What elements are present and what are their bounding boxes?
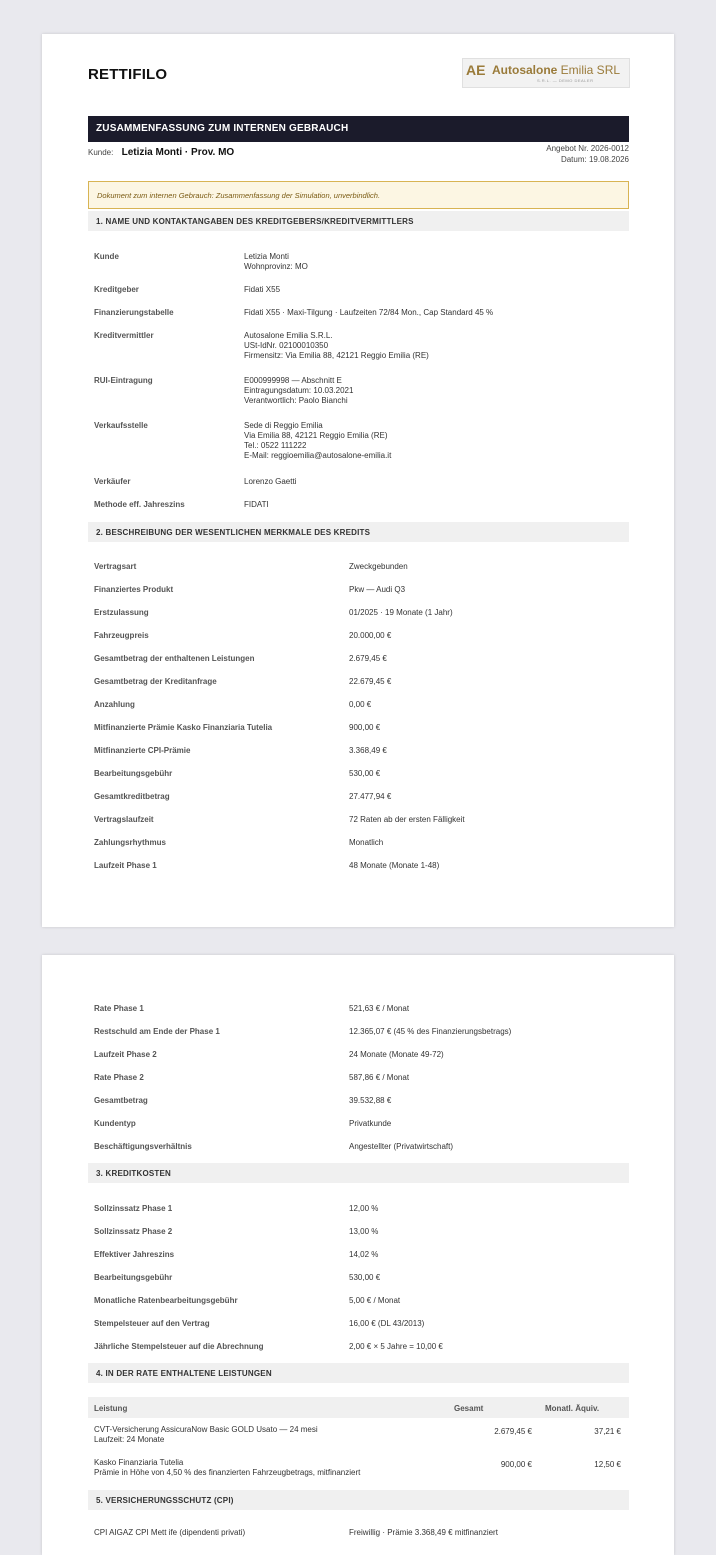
section-3-title: 3. KREDITKOSTEN [96, 1169, 172, 1178]
section-5-header [88, 1490, 629, 1510]
row-label: Gesamtbetrag [94, 1096, 148, 1105]
row-value: Angestellter (Privatwirtschaft) [349, 1142, 454, 1151]
row-label: Gesamtbetrag der enthaltenen Leistungen [94, 654, 255, 663]
row-label: Rate Phase 1 [94, 1004, 144, 1013]
notice-box [88, 181, 629, 209]
row-value: Lorenzo Gaetti [244, 477, 297, 486]
row-label: Finanzierungstabelle [94, 308, 174, 317]
row-label: Bearbeitungsgebühr [94, 769, 173, 778]
row-label: Restschuld am Ende der Phase 1 [94, 1027, 220, 1036]
row-label: Vertragslaufzeit [94, 815, 154, 824]
row-label: Effektiver Jahreszins [94, 1250, 175, 1259]
row-value: 587,86 € / Monat [349, 1073, 410, 1082]
row-value: 48 Monate (Monate 1-48) [349, 861, 440, 870]
row-value: 24 Monate (Monate 49-72) [349, 1050, 444, 1059]
summary-banner-text: ZUSAMMENFASSUNG ZUM INTERNEN GEBRAUCH [96, 123, 349, 134]
customer-value: Letizia Monti · Prov. MO [121, 147, 235, 158]
service-monthly: 37,21 € [594, 1427, 621, 1436]
column-header-service: Leistung [94, 1404, 128, 1413]
logo-mark: AE [466, 62, 486, 78]
row-value: 530,00 € [349, 769, 381, 778]
row-value: Fidati X55 [244, 285, 281, 294]
row-label: Kreditgeber [94, 285, 139, 294]
service-total: 2.679,45 € [494, 1427, 532, 1436]
row-label: Methode eff. Jahreszins [94, 500, 185, 509]
row-value: 12,00 % [349, 1204, 379, 1213]
row-label: Verkaufsstelle [94, 421, 148, 430]
row-value: 13,00 % [349, 1227, 379, 1236]
row-value: 530,00 € [349, 1273, 381, 1282]
row-value: 2,00 € × 5 Jahre = 10,00 € [349, 1342, 443, 1351]
row-value: E000999998 — Abschnitt E Eintragungsdatum: 10.03.2021 Verantwortlich: Paolo Bianchi [244, 376, 354, 405]
row-label: Finanziertes Produkt [94, 585, 174, 594]
summary-banner [88, 116, 629, 142]
section-5-title: 5. VERSICHERUNGSSCHUTZ (CPI) [96, 1496, 234, 1505]
row-label: Rate Phase 2 [94, 1073, 144, 1082]
notice-text: Dokument zum internen Gebrauch: Zusammenfassung der Simulation, unverbindlich. [97, 191, 381, 200]
row-label: Laufzeit Phase 1 [94, 861, 157, 870]
row-label: Vertragsart [94, 562, 137, 571]
row-label: Kundentyp [94, 1119, 136, 1128]
row-value: 20.000,00 € [349, 631, 392, 640]
row-label: Gesamtbetrag der Kreditanfrage [94, 677, 217, 686]
row-label: Stempelsteuer auf den Vertrag [94, 1319, 210, 1328]
brand-title: RETTIFILO [88, 66, 168, 83]
row-value: Zweckgebunden [349, 562, 408, 571]
row-value: 22.679,45 € [349, 677, 392, 686]
offer-number: Angebot Nr. 2026-0012 [546, 144, 629, 153]
row-label: Verkäufer [94, 477, 131, 486]
column-header-monthly: Monatl. Äquiv. [545, 1404, 600, 1413]
row-value: 12.365,07 € (45 % des Finanzierungsbetrags) [349, 1027, 512, 1036]
row-label: Beschäftigungsverhältnis [94, 1142, 192, 1151]
section-2-title: 2. BESCHREIBUNG DER WESENTLICHEN MERKMALE DES KREDITS [96, 528, 371, 537]
row-label: Kreditvermittler [94, 331, 154, 340]
row-value: Sede di Reggio Emilia Via Emilia 88, 42121 Reggio Emilia (RE) Tel.: 0522 111222 E-Mail: reggioemilia@autosalone-emilia.it [244, 421, 392, 460]
row-value: Pkw — Audi Q3 [349, 585, 406, 594]
row-value: Freiwillig · Prämie 3.368,49 € mitfinanziert [349, 1528, 498, 1537]
document-page-2 [42, 955, 674, 1555]
row-label: Sollzinssatz Phase 2 [94, 1227, 173, 1236]
row-value: FIDATI [244, 500, 269, 509]
row-label: Mitfinanzierte CPI-Prämie [94, 746, 191, 755]
row-label: Gesamtkreditbetrag [94, 792, 170, 801]
section-4-header [88, 1363, 629, 1383]
row-value: 0,00 € [349, 700, 372, 709]
offer-date: Datum: 19.08.2026 [560, 155, 629, 164]
section-2-header [88, 522, 629, 542]
service-name: CVT-Versicherung AssicuraNow Basic GOLD Usato — 24 mesi Laufzeit: 24 Monate [94, 1425, 318, 1444]
row-value: 27.477,94 € [349, 792, 392, 801]
section-1-header [88, 211, 629, 231]
row-value: 01/2025 · 19 Monate (1 Jahr) [349, 608, 453, 617]
row-label: Jährliche Stempelsteuer auf die Abrechnung [94, 1342, 264, 1351]
row-value: Monatlich [349, 838, 384, 847]
service-name: Kasko Finanziaria Tutelia Prämie in Höhe von 4,50 % des finanzierten Fahrzeugbetrags, mitfinanziert [94, 1458, 361, 1477]
row-label: CPI AIGAZ CPI Mett ife (dipendenti privati) [94, 1528, 246, 1537]
service-monthly: 12,50 € [594, 1460, 621, 1469]
row-label: Erstzulassung [94, 608, 149, 617]
row-value: Fidati X55 · Maxi-Tilgung · Laufzeiten 72/84 Mon., Cap Standard 45 % [244, 308, 494, 317]
row-label: Fahrzeugpreis [94, 631, 149, 640]
email-link[interactable]: E-Mail: reggioemilia@autosalone-emilia.it [244, 451, 392, 460]
row-label: Kunde [94, 252, 119, 261]
row-value: 2.679,45 € [349, 654, 387, 663]
logo-subtitle: S.R.L. — DEMO DEALER [537, 78, 594, 83]
section-3-header [88, 1163, 629, 1183]
row-label: Mitfinanzierte Prämie Kasko Finanziaria Tutelia [94, 723, 273, 732]
row-label: Sollzinssatz Phase 1 [94, 1204, 173, 1213]
row-value: 72 Raten ab der ersten Fälligkeit [349, 815, 465, 824]
row-value: 16,00 € (DL 43/2013) [349, 1319, 425, 1328]
row-value: Autosalone Emilia S.R.L. USt-IdNr. 02100010350 Firmensitz: Via Emilia 88, 42121 Reggio Emilia (RE) [244, 331, 429, 360]
row-value: 14,02 % [349, 1250, 379, 1259]
row-value: 5,00 € / Monat [349, 1296, 401, 1305]
offer-info [546, 143, 629, 165]
row-label: Laufzeit Phase 2 [94, 1050, 157, 1059]
row-label: Bearbeitungsgebühr [94, 1273, 173, 1282]
row-value: 900,00 € [349, 723, 381, 732]
section-4-title: 4. IN DER RATE ENTHALTENE LEISTUNGEN [96, 1369, 272, 1378]
section-1-title: 1. NAME UND KONTAKTANGABEN DES KREDITGEBERS/KREDITVERMITTLERS [96, 217, 414, 226]
row-value: Letizia Monti Wohnprovinz: MO [244, 252, 308, 271]
row-value: 3.368,49 € [349, 746, 387, 755]
customer-label: Kunde: [88, 148, 114, 157]
logo-name: Autosalone Emilia SRL [492, 63, 621, 77]
service-total: 900,00 € [500, 1460, 532, 1469]
customer-line [88, 147, 234, 158]
document-page-1 [42, 34, 674, 927]
row-value: 521,63 € / Monat [349, 1004, 410, 1013]
row-label: Monatliche Ratenbearbeitungsgebühr [94, 1296, 238, 1305]
row-value: Privatkunde [349, 1119, 392, 1128]
row-label: Anzahlung [94, 700, 135, 709]
row-label: RUI-Eintragung [94, 376, 153, 385]
row-label: Zahlungsrhythmus [94, 838, 167, 847]
services-table-header [88, 1397, 629, 1418]
row-value: 39.532,88 € [349, 1096, 392, 1105]
dealer-logo [462, 58, 630, 88]
column-header-total: Gesamt [454, 1404, 484, 1413]
